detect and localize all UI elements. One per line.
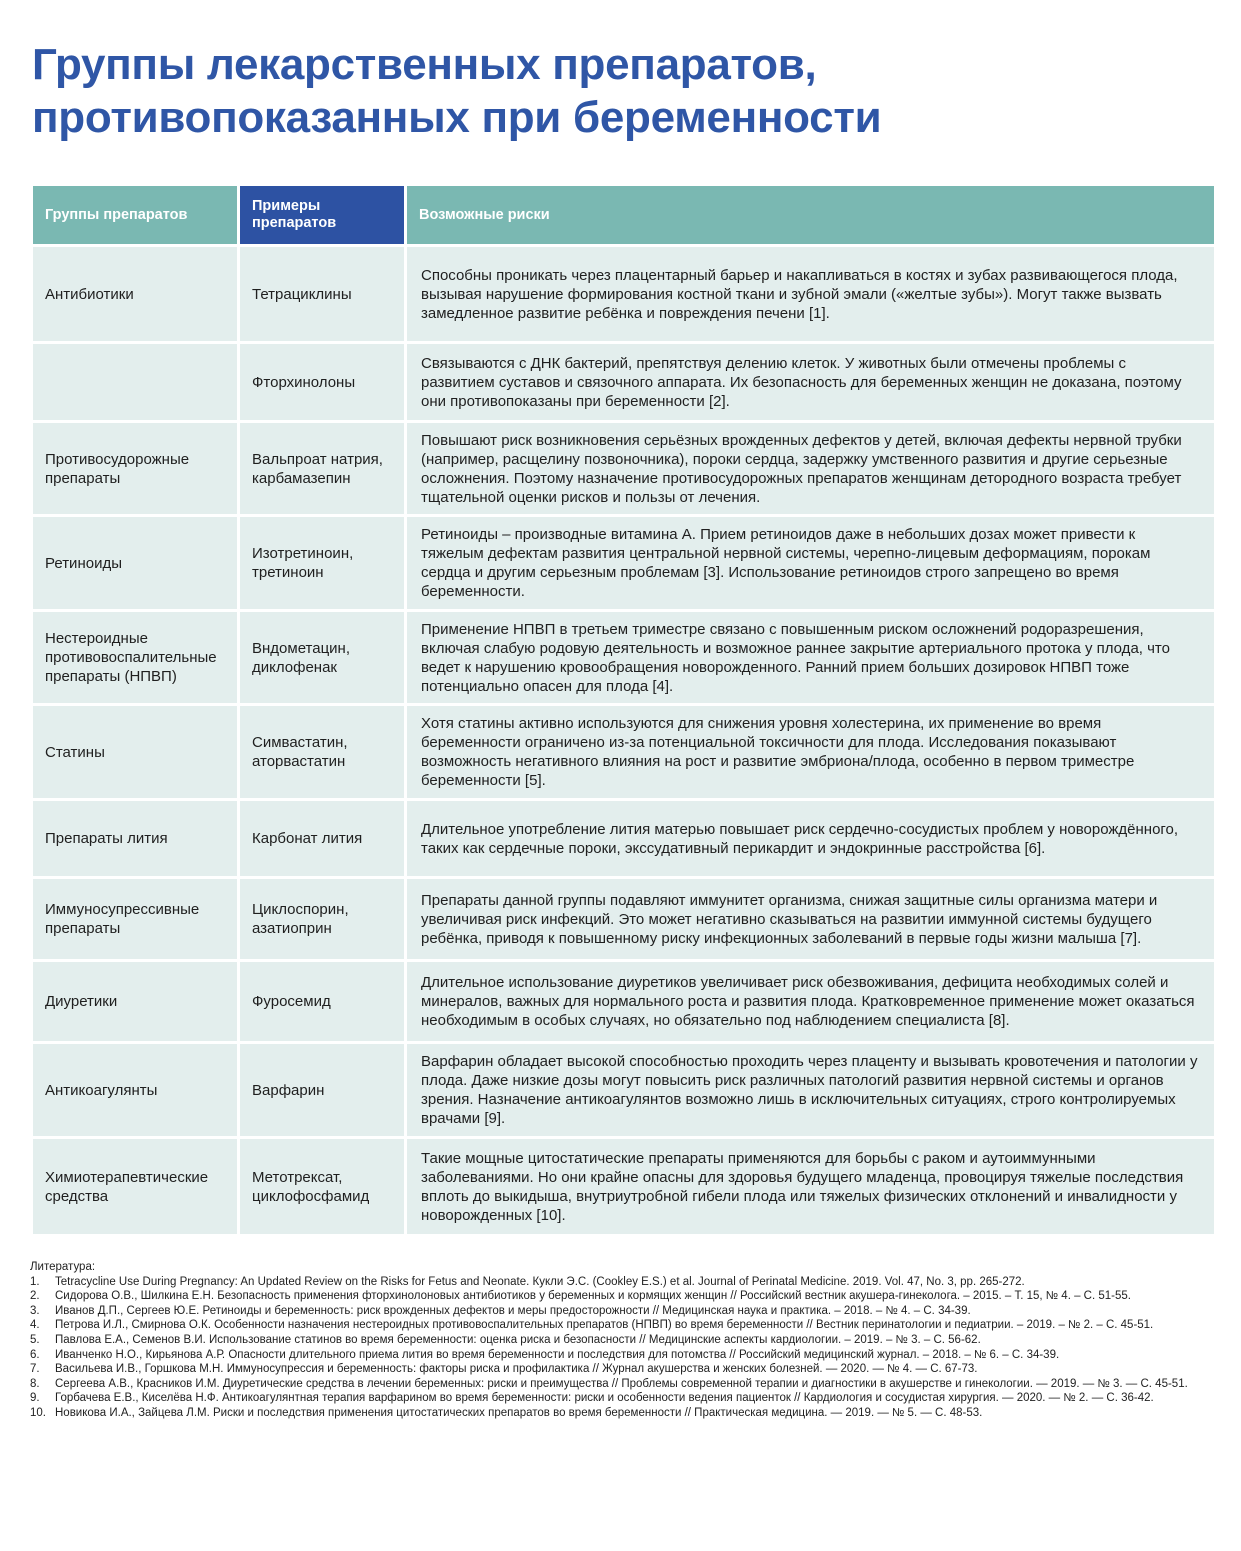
cell-risks: Длительное использование диуретиков увеличивает риск обезвоживания, дефицита необходимых солей и минералов, важных для нормального роста и развития плода. Кратковременное применение может оказаться необходимым в особых случаях, но обязательно под наблюдением специалиста [8]. [407,962,1214,1041]
reference-number: 3. [30,1304,40,1317]
header-examples: Примеры препаратов [240,186,404,244]
cell-examples: Фуросемид [240,962,404,1041]
table-row [33,247,1214,341]
reference-text: Иванов Д.П., Сергеев Ю.Е. Ретиноиды и беременность: риск врожденных дефектов и меры предосторожности // Медицинская наука и практика. – 2018. – № 4. – С. 34-39. [55,1304,971,1317]
reference-text: Сергеева А.В., Красников И.М. Диуретические средства в лечении беременных: риски и преимущества // Проблемы современной терапии и диагностики в акушерстве и гинекологии. — 2019. — № 3. — С. 45-51. [55,1377,1188,1390]
cell-group: Ретиноиды [33,517,237,609]
reference-item [30,1377,1215,1392]
cell-examples: Циклоспорин, азатиоприн [240,879,404,959]
cell-risks: Способны проникать через плацентарный барьер и накапливаться в костях и зубах развивающегося плода, вызывая нарушение формирования костной ткани и зубной эмали («желтые зубы»). Могут также вызвать замедленное развитие ребёнка и повреждения печени [1]. [407,247,1214,341]
reference-item [30,1391,1215,1406]
cell-risks: Применение НПВП в третьем триместре связано с повышенным риском осложнений родоразрешения, включая слабую родовую деятельность и возможное раннее закрытие артериального протока у плода, что ведет к нарушению кровообращения новорожденного. Ранний прием больших дозировок НПВП тоже потенциально опасен для плода [4]. [407,612,1214,703]
cell-group: Антибиотики [33,247,237,341]
table-row [33,706,1214,798]
cell-group: Иммуносупрессивные препараты [33,879,237,959]
cell-risks: Длительное употребление лития матерью повышает риск сердечно-сосудистых проблем у новорождённого, таких как сердечные пороки, экссудативный перикардит и эндокринные расстройства [6]. [407,801,1214,876]
reference-text: Павлова Е.А., Семенов В.И. Использование статинов во время беременности: оценка риска и безопасности // Медицинские аспекты кардиологии. – 2019. – № 3. – С. 56-62. [55,1333,981,1346]
header-groups: Группы препаратов [33,186,237,244]
cell-examples: Карбонат лития [240,801,404,876]
cell-examples: Фторхинолоны [240,344,404,420]
cell-group [33,344,237,420]
cell-examples: Тетрациклины [240,247,404,341]
cell-examples: Варфарин [240,1044,404,1136]
reference-number: 9. [30,1392,40,1405]
cell-risks: Препараты данной группы подавляют иммунитет организма, снижая защитные силы организма матери и увеличивая риск инфекций. Это может негативно сказываться на развитии иммунной системы будущего ребёнка, приводя к повышенному риску инфекционных заболеваний в первые годы жизни малыша [7]. [407,879,1214,959]
cell-examples: Симвастатин, аторвастатин [240,706,404,798]
reference-item [30,1362,1215,1377]
cell-group: Противосудорожные препараты [33,423,237,514]
table-header-row [33,186,1214,244]
reference-number: 7. [30,1363,40,1376]
reference-item [30,1348,1215,1363]
reference-item [30,1406,1215,1421]
reference-item [30,1275,1215,1290]
reference-text: Горбачева Е.В., Киселёва Н.Ф. Антикоагулянтная терапия варфарином во время беременности: риски и особенности ведения пациенток // Кардиология и сосудистая хирургия. — 2020. — № 2. — С. 36-42. [55,1392,1154,1405]
reference-number: 5. [30,1333,40,1346]
table-row [33,1044,1214,1136]
cell-examples: Вндометацин, диклофенак [240,612,404,703]
reference-text: Tetracycline Use During Pregnancy: An Updated Review on the Risks for Fetus and Neonate. Кукли Э.С. (Cookley E.S.) et al. Journal of Perinatal Medicine. 2019. Vol. 47, No. 3, pp. 265-272. [55,1275,1025,1288]
reference-number: 4. [30,1319,40,1332]
cell-group: Диуретики [33,962,237,1041]
cell-risks: Повышают риск возникновения серьёзных врожденных дефектов у детей, включая дефекты нервной трубки (например, расщелину позвоночника), пороки сердца, задержку умственного развития и другие серьезные осложнения. Поэтому назначение противосудорожных препаратов женщинам детородного возраста требует тщательной оценки рисков и пользы от лечения. [407,423,1214,514]
reference-text: Васильева И.В., Горшкова М.Н. Иммуносупрессия и беременность: факторы риска и профилактика // Журнал акушерства и женских болезней. — 2020. — № 4. — С. 67-73. [55,1363,978,1376]
table-row [33,1139,1214,1234]
reference-text: Иванченко Н.О., Кирьянова А.Р. Опасности длительного приема лития во время беременности и последствия для потомства // Российский медицинский журнал. – 2018. – № 6. – С. 34-39. [55,1348,1060,1361]
cell-examples: Вальпроат натрия, карбамазепин [240,423,404,514]
table-row [33,517,1214,609]
reference-item [30,1304,1215,1319]
cell-risks: Хотя статины активно используются для снижения уровня холестерина, их применение во время беременности ограничено из-за потенциальной токсичности для плода. Исследования показывают возможность негативного влияния на рост и развитие эмбриона/плода, особенно в первом триместре беременности [5]. [407,706,1214,798]
reference-item [30,1318,1215,1333]
reference-item [30,1333,1215,1348]
references-list [30,1275,1215,1421]
reference-number: 1. [30,1275,40,1288]
references [30,1260,1215,1421]
cell-group: Антикоагулянты [33,1044,237,1136]
references-title: Литература: [30,1261,96,1273]
table-row [33,879,1214,959]
reference-number: 10. [30,1406,46,1419]
reference-item [30,1289,1215,1304]
reference-text: Новикова И.А., Зайцева Л.М. Риски и последствия применения цитостатических препаратов во время беременности // Практическая медицина. — 2019. — № 5. — С. 48-53. [55,1406,983,1419]
cell-risks: Такие мощные цитостатические препараты применяются для борьбы с раком и аутоиммунными заболеваниями. Но они крайне опасны для здоровья будущего младенца, провоцируя тяжелые последствия вплоть до выкидыша, внутриутробной гибели плода или тяжелых физических отклонений и инвалидности у новорожденных [10]. [407,1139,1214,1234]
page-title: Группы лекарственных препаратов, противопоказанных при беременности [32,40,882,142]
cell-risks: Связываются с ДНК бактерий, препятствуя делению клеток. У животных были отмечены проблемы с развитием суставов и связочного аппарата. Их безопасность для беременных женщин не доказана, поэтому они противопоказаны при беременности [2]. [407,344,1214,420]
table-row [33,423,1214,514]
cell-group: Препараты лития [33,801,237,876]
reference-text: Петрова И.Л., Смирнова О.К. Особенности назначения нестероидных противовоспалительных препаратов (НПВП) во время беременности // Вестник перинатологии и педиатрии. – 2019. – № 2. – С. 45-51. [55,1319,1154,1332]
table-row [33,344,1214,420]
table-row [33,801,1214,876]
reference-text: Сидорова О.В., Шилкина Е.Н. Безопасность применения фторхинолоновых антибиотиков у беременных и кормящих женщин // Российский вестник акушера-гинеколога. – 2015. – Т. 15, № 4. – С. 51-55. [55,1290,1131,1303]
reference-number: 2. [30,1290,40,1303]
table-row [33,612,1214,703]
cell-group: Химиотерапевтические средства [33,1139,237,1234]
cell-risks: Ретиноиды – производные витамина А. Прием ретиноидов даже в небольших дозах может привести к тяжелым дефектам развития центральной нервной системы, черепно-лицевым деформациям, порокам сердца и другим серьезным проблемам [3]. Использование ретиноидов строго запрещено во время беременности. [407,517,1214,609]
cell-group: Статины [33,706,237,798]
cell-group: Нестероидные противовоспалительные препараты (НПВП) [33,612,237,703]
cell-examples: Метотрексат, циклофосфамид [240,1139,404,1234]
cell-risks: Варфарин обладает высокой способностью проходить через плаценту и вызывать кровотечения и патологии у плода. Даже низкие дозы могут повысить риск различных патологий развития нервной системы и органов зрения. Назначение антикоагулянтов возможно лишь в исключительных ситуациях, строго контролируемых врачами [9]. [407,1044,1214,1136]
cell-examples: Изотретиноин, третиноин [240,517,404,609]
reference-number: 8. [30,1377,40,1390]
header-risks: Возможные риски [407,186,1214,244]
drug-groups-table [30,183,1217,1237]
reference-number: 6. [30,1348,40,1361]
table-row [33,962,1214,1041]
